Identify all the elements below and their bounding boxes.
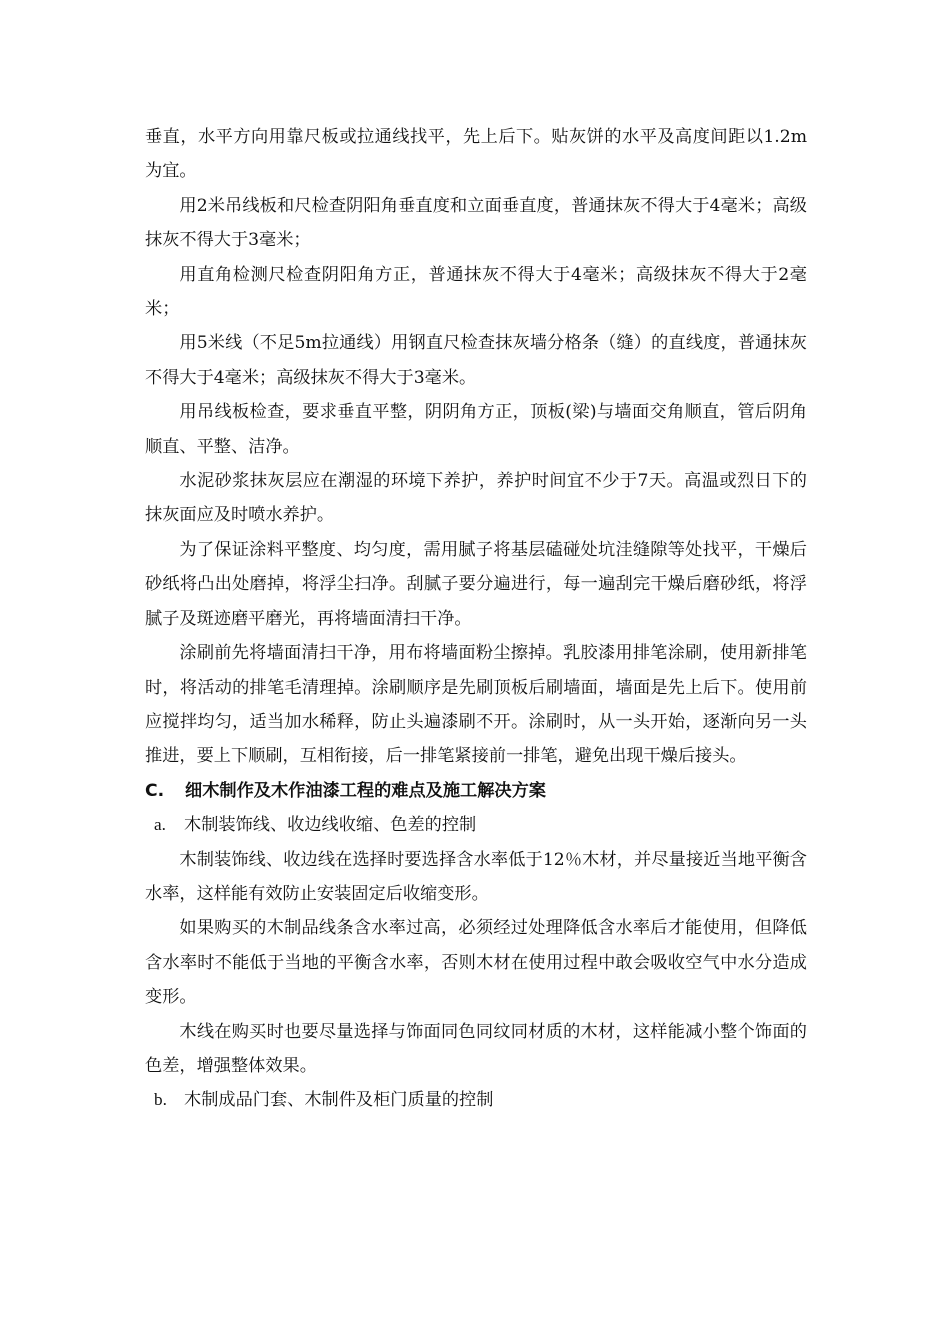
section-title: 细木制作及木作油漆工程的难点及施工解决方案 (185, 780, 546, 801)
paragraph: 涂刷前先将墙面清扫干净，用布将墙面粉尘擦掉。乳胶漆用排笔涂刷，使用新排笔时，将活动的排笔毛清理掉。涂刷顺序是先刷顶板后刷墙面，墙面是先上后下。使用前应搅拌均匀，适当加水稀释，防止头遍漆刷不开。涂刷时，从一头开始，逐渐向另一头推进，要上下顺刷，互相衔接，后一排笔紧接前一排笔，避免出现干燥后接头。 (145, 643, 807, 767)
paragraph: 为了保证涂料平整度、均匀度，需用腻子将基层磕碰处坑洼缝隙等处找平，干燥后砂纸将凸出处磨掉，将浮尘扫净。刮腻子要分遍进行，每一遍刮完干燥后磨砂纸，将浮腻子及斑迹磨平磨光，再将墙面清扫干净。 (145, 539, 807, 629)
subsection-heading (145, 1083, 807, 1117)
paragraph: 如果购买的木制品线条含水率过高，必须经过处理降低含水率后才能使用，但降低含水率时不能低于当地的平衡含水率，否则木材在使用过程中敢会吸收空气中水分造成变形。 (145, 918, 807, 1008)
paragraph: 用吊线板检查，要求垂直平整，阴阴角方正，顶板(梁)与墙面交角顺直，管后阴角顺直、平整、洁净。 (145, 402, 807, 457)
subsection-title: 木制装饰线、收边线收缩、色差的控制 (184, 815, 477, 836)
paragraph: 木制装饰线、收边线在选择时要选择含水率低于12％木材，并尽量接近当地平衡含水率，这样能有效防止安装固定后收缩变形。 (145, 849, 807, 904)
section-marker: C. (145, 780, 165, 801)
subsection-heading (145, 808, 807, 842)
paragraph: 用5米线（不足5m拉通线）用钢直尺检查抹灰墙分格条（缝）的直线度，普通抹灰不得大于4毫米；高级抹灰不得大于3毫米。 (145, 333, 807, 388)
paragraph: 用2米吊线板和尺检查阴阳角垂直度和立面垂直度，普通抹灰不得大于4毫米；高级抹灰不得大于3毫米； (145, 195, 807, 251)
paragraph: 用直角检测尺检查阴阳角方正，普通抹灰不得大于4毫米；高级抹灰不得大于2毫米； (145, 264, 807, 320)
subsection-title: 木制成品门套、木制件及柜门质量的控制 (184, 1090, 494, 1111)
paragraph: 水泥砂浆抹灰层应在潮湿的环境下养护，养护时间宜不少于7天。高温或烈日下的抹灰面应及时喷水养护。 (145, 471, 807, 526)
subsection-marker: a. (154, 815, 166, 835)
subsection-marker: b. (154, 1090, 167, 1110)
document-body (145, 120, 807, 1118)
paragraph: 木线在购买时也要尽量选择与饰面同色同纹同材质的木材，这样能减小整个饰面的色差，增强整体效果。 (145, 1021, 807, 1076)
section-heading (145, 774, 807, 808)
paragraph-continuation: 垂直，水平方向用靠尺板或拉通线找平，先上后下。贴灰饼的水平及高度间距以1.2m为宜。 (145, 127, 807, 182)
